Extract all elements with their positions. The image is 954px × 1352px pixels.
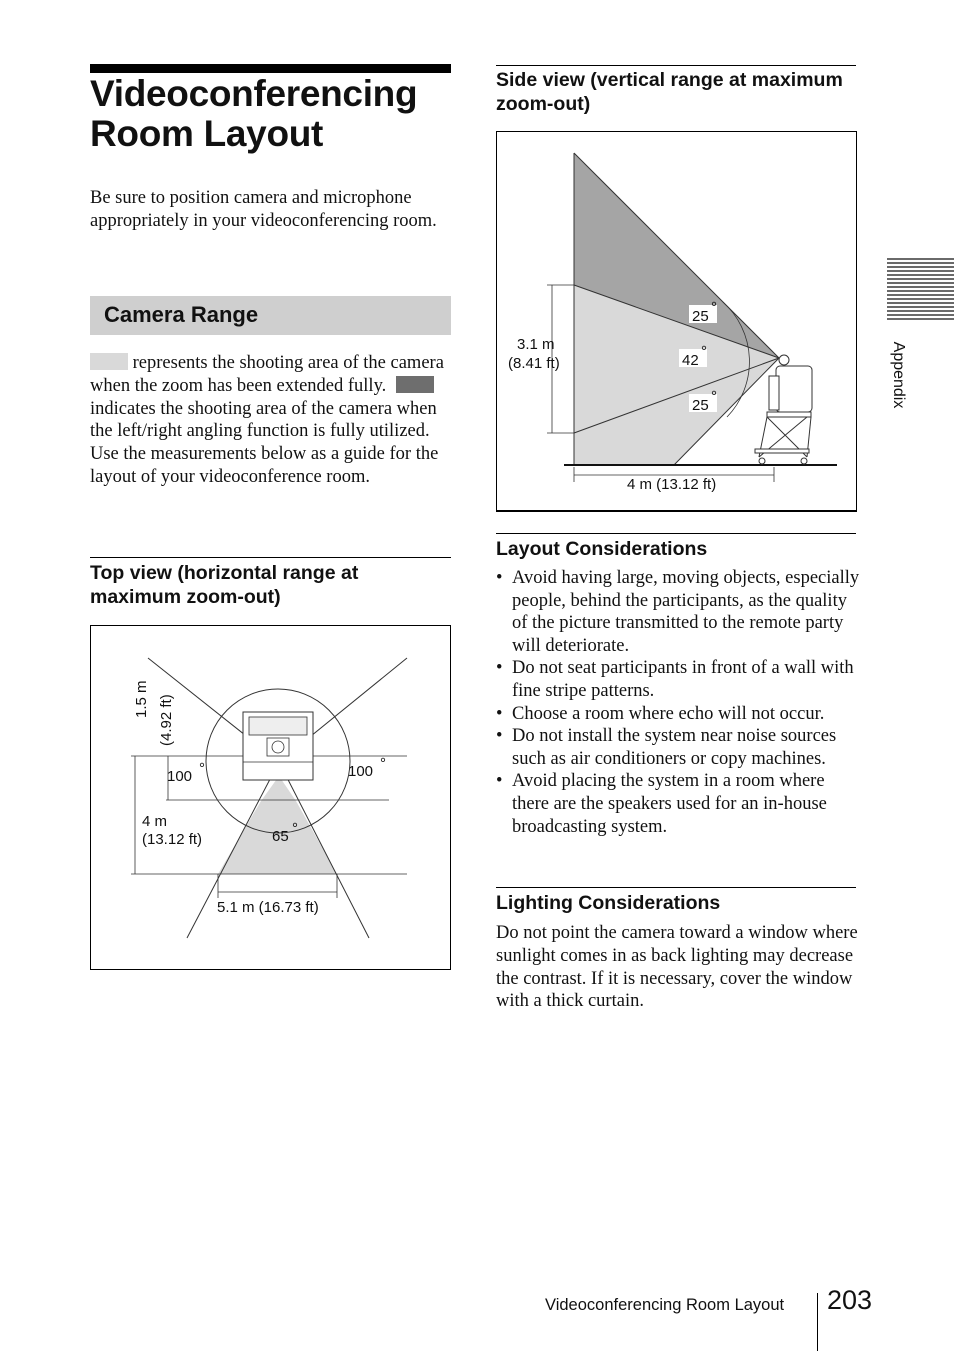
list-item: • Avoid placing the system in a room where there are the speakers used for an in-house broadcasting system. [496,770,861,838]
depth-ft-label: (4.92 ft) [158,694,175,746]
depth-m-label: 1.5 m [133,680,150,718]
angle-right-label: 100 [348,763,374,780]
svg-text:°: ° [292,820,298,837]
side-view-svg [497,132,856,510]
page-number: 203 [827,1285,873,1315]
svg-text:°: ° [380,755,386,772]
section-rule [496,533,856,534]
top-view-diagram [90,625,451,970]
footer-title: Videoconferencing Room Layout [545,1296,785,1314]
distance-m-label: 4 m [142,813,168,830]
svg-text:°: ° [199,760,205,777]
lighting-paragraph: Do not point the camera toward a window where sunlight comes in as back lighting may decrease the contrast. If it is necessary, cover the window with a thick curtain. [496,923,858,1012]
footer-divider [817,1293,818,1351]
top-view-heading: Top view (horizontal range at maximum zoom-out) [90,562,359,608]
camera-range-heading-text: Camera Range [104,302,259,327]
svg-text:°: ° [711,388,717,405]
page-title: Videoconferencing Room Layout [90,73,418,154]
svg-text:°: ° [701,343,707,360]
lighting-considerations-heading: Lighting Considerations [496,892,721,914]
height-ft-label: (8.41 ft) [508,355,560,372]
distance-ft-label: (13.12 ft) [142,831,203,848]
zoom-area-swatch [90,353,128,370]
side-tab-label: Appendix [890,341,907,409]
width-label: 5.1 m (16.73 ft) [217,899,319,916]
legend-text-zoom: represents the shooting area of the camera when the zoom has been extended fully. [90,353,444,396]
legend-text-angling: indicates the shooting area of the camera when the left/right angling function is fully utilized. Use the measurements below as a guide for the layout of your videoconference room. [90,398,439,487]
camera-range-heading [90,296,451,335]
height-m-label: 3.1 m [517,336,555,353]
angle-mid-label: 42 [682,352,699,369]
title-rule [90,64,451,73]
side-tab-lines [887,257,954,321]
list-item: • Choose a room where echo will not occur. [496,703,861,726]
side-view-heading: Side view (vertical range at maximum zoom-out) [496,69,843,115]
angle-left-label: 100 [167,768,193,785]
fov-area [218,776,337,874]
angle-bottom-label: 25 [692,397,709,414]
layout-considerations-list [496,567,861,838]
section-rule [496,887,856,888]
distance-label: 4 m (13.12 ft) [627,476,717,493]
section-rule [496,65,856,66]
svg-text:°: ° [711,299,717,316]
section-rule [90,557,451,558]
layout-considerations-heading: Layout Considerations [496,538,708,560]
angling-area-swatch [396,376,434,393]
list-item: • Avoid having large, moving objects, especially people, behind the participants, as the quality of the picture transmitted to the remote party will deteriorate. [496,567,861,657]
fov-label: 65 [272,828,289,845]
intro-paragraph: Be sure to position camera and microphone appropriately in your videoconferencing room. [90,188,437,231]
side-view-diagram [496,131,857,512]
top-view-svg [91,626,450,969]
angle-top-label: 25 [692,308,709,325]
list-item: • Do not install the system near noise sources such as air conditioners or copy machines. [496,725,861,770]
legend-paragraph [90,352,455,489]
list-item: • Do not seat participants in front of a wall with fine stripe patterns. [496,657,861,702]
